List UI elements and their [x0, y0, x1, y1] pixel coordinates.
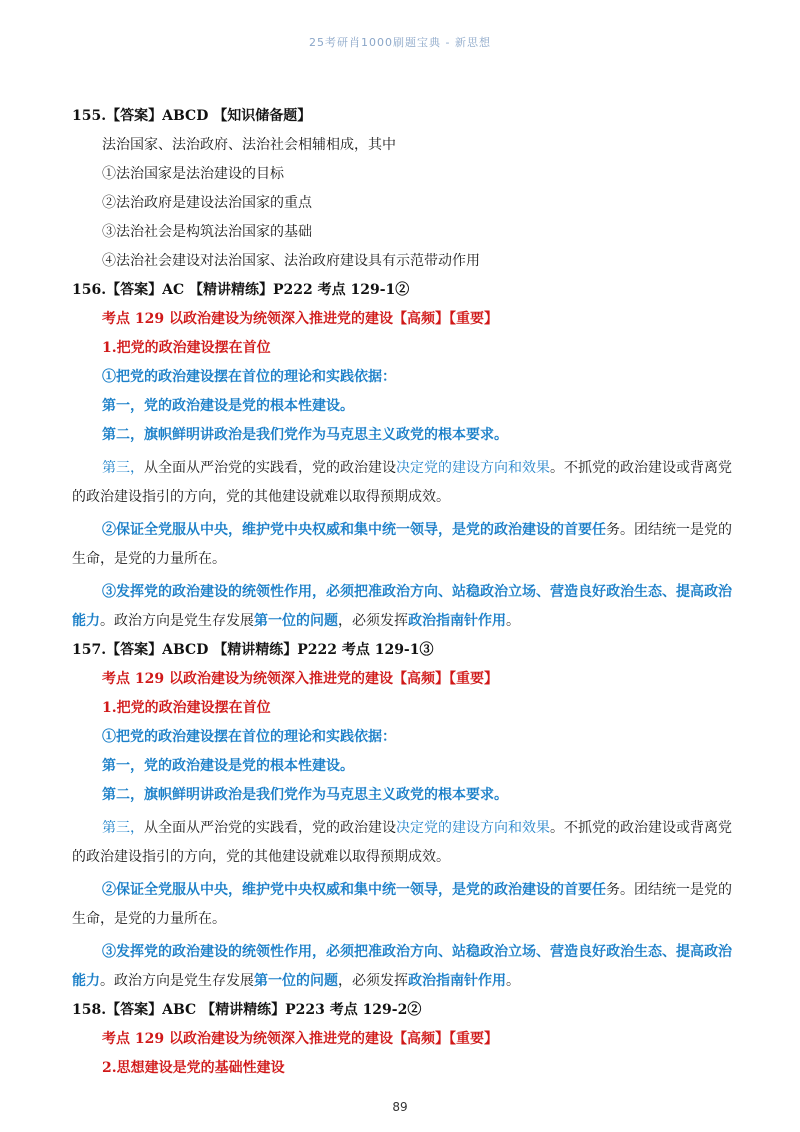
q156-point2-key: ②保证全党服从中央，维护党中央权威和集中统一领导，是党的政治建设的首要任 [102, 522, 606, 538]
q156-basis: ①把党的政治建设摆在首位的理论和实践依据： [102, 369, 396, 385]
q156-second: 第二，旗帜鲜明讲政治是我们党作为马克思主义政党的根本要求。 [102, 427, 508, 443]
q156-third-key: 决定党的建设方向和效果 [396, 460, 550, 476]
q158-heading: 158.【答案】ABC 【精讲精练】P223 考点 129-2② [72, 1002, 422, 1018]
q157-first: 第一，党的政治建设是党的根本性建设。 [102, 758, 354, 774]
page-number: 89 [392, 1100, 408, 1114]
q156-point3-text: 。政治方向是党生存发展 [100, 613, 254, 629]
q156-point3-key2: 第一位的问题 [254, 613, 338, 629]
q157-third-key: 决定党的建设方向和效果 [396, 820, 550, 836]
page-content [72, 106, 732, 1087]
q155-line-2: ②法治政府是建设法治国家的重点 [102, 195, 312, 211]
q156-point2-rest: 务。团结统一是党的生命，是党的力量所在。 [72, 522, 732, 567]
q156-point3-key: ③发挥党的政治建设的统领性作用，必须把准政治方向、站稳政治立场、营造良好政治生态、提高政治能力 [72, 584, 732, 629]
q157-third [72, 814, 732, 872]
q157-point3-key2: 第一位的问题 [254, 973, 338, 989]
q157-point3-text2: ，必须发挥 [338, 973, 408, 989]
q157-basis: ①把党的政治建设摆在首位的理论和实践依据： [102, 729, 396, 745]
q155-line-1: ①法治国家是法治建设的目标 [102, 166, 284, 182]
q157-second: 第二，旗帜鲜明讲政治是我们党作为马克思主义政党的根本要求。 [102, 787, 508, 803]
q156-heading: 156.【答案】AC 【精讲精练】P222 考点 129-1② [72, 282, 410, 298]
q156-first: 第一，党的政治建设是党的根本性建设。 [102, 398, 354, 414]
q157-third-rest: 。不抓党的政治建设或背离党的政治建设指引的方向，党的其他建设就难以取得预期成效。 [72, 820, 732, 865]
page-header: 25考研肖1000刷题宝典 - 新思想 [309, 36, 491, 49]
q155-heading: 155.【答案】ABCD 【知识储备题】 [72, 108, 312, 124]
q157-kaodian: 考点 129 以政治建设为统领深入推进党的建设【高频】【重要】 [102, 671, 498, 687]
q157-heading: 157.【答案】ABCD 【精讲精练】P222 考点 129-1③ [72, 642, 434, 658]
q157-point3-text: 。政治方向是党生存发展 [100, 973, 254, 989]
q158-subtitle: 2.思想建设是党的基础性建设 [102, 1060, 285, 1076]
q158-kaodian: 考点 129 以政治建设为统领深入推进党的建设【高频】【重要】 [102, 1031, 498, 1047]
q156-third-text: 从全面从严治党的实践看，党的政治建设 [144, 460, 396, 476]
q155-line-0: 法治国家、法治政府、法治社会相辅相成，其中 [102, 137, 396, 153]
q157-third-text: 从全面从严治党的实践看，党的政治建设 [144, 820, 396, 836]
q156-point3-text2: ，必须发挥 [338, 613, 408, 629]
q155-line-3: ③法治社会是构筑法治国家的基础 [102, 224, 312, 240]
q157-point2-rest: 务。团结统一是党的生命，是党的力量所在。 [72, 882, 732, 927]
q156-point2 [72, 516, 732, 574]
q156-point3-end: 。 [506, 613, 520, 629]
q157-point2-key: ②保证全党服从中央，维护党中央权威和集中统一领导，是党的政治建设的首要任 [102, 882, 606, 898]
q155-line-4: ④法治社会建设对法治国家、法治政府建设具有示范带动作用 [102, 253, 480, 269]
q157-point3 [72, 938, 732, 996]
q156-subtitle: 1.把党的政治建设摆在首位 [102, 340, 271, 356]
q156-point3 [72, 578, 732, 636]
q156-point3-key3: 政治指南针作用 [408, 613, 506, 629]
q156-third-label: 第三， [102, 460, 144, 476]
q156-third [72, 454, 732, 512]
q157-point3-key3: 政治指南针作用 [408, 973, 506, 989]
q157-point2 [72, 876, 732, 934]
q157-point3-end: 。 [506, 973, 520, 989]
q157-third-label: 第三， [102, 820, 144, 836]
q157-point3-key: ③发挥党的政治建设的统领性作用，必须把准政治方向、站稳政治立场、营造良好政治生态、提高政治能力 [72, 944, 732, 989]
q156-kaodian: 考点 129 以政治建设为统领深入推进党的建设【高频】【重要】 [102, 311, 498, 327]
q157-subtitle: 1.把党的政治建设摆在首位 [102, 700, 271, 716]
q156-third-rest: 。不抓党的政治建设或背离党的政治建设指引的方向，党的其他建设就难以取得预期成效。 [72, 460, 732, 505]
